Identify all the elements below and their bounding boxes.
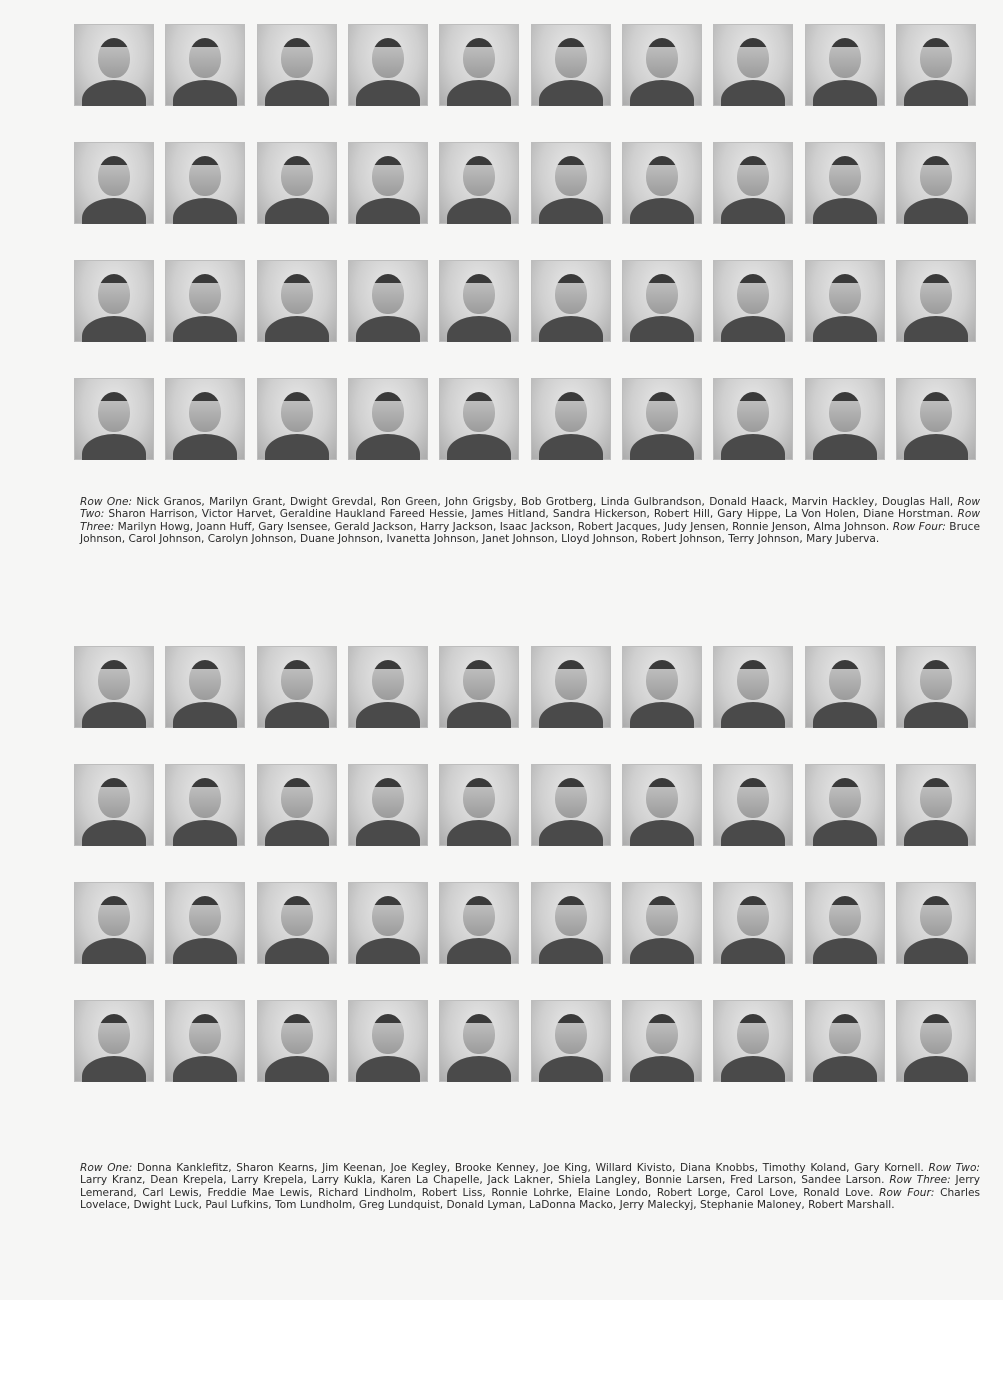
student-photo [165, 646, 245, 728]
portrait-head [920, 660, 952, 700]
portrait-shoulders [265, 198, 329, 224]
portrait-shoulders [721, 434, 785, 460]
student-photo [348, 24, 428, 106]
portrait-head [737, 274, 769, 314]
portrait-shoulders [82, 938, 146, 964]
portrait-shoulders [539, 80, 603, 106]
portrait-head [372, 38, 404, 78]
portrait-head [737, 1014, 769, 1054]
portrait-shoulders [721, 198, 785, 224]
portrait-head [463, 896, 495, 936]
portrait-shoulders [356, 316, 420, 342]
student-photo [805, 24, 885, 106]
portrait-shoulders [82, 702, 146, 728]
portrait-head [98, 660, 130, 700]
student-photo [531, 764, 611, 846]
portrait-head [646, 896, 678, 936]
portrait-shoulders [539, 316, 603, 342]
photo-row [74, 882, 976, 964]
student-photo [165, 764, 245, 846]
portrait-head [98, 274, 130, 314]
portrait-head [646, 156, 678, 196]
student-photo [348, 142, 428, 224]
student-photo [74, 260, 154, 342]
portrait-shoulders [813, 80, 877, 106]
student-photo [257, 764, 337, 846]
student-photo [713, 142, 793, 224]
portrait-head [463, 38, 495, 78]
portrait-shoulders [173, 820, 237, 846]
portrait-shoulders [265, 1056, 329, 1082]
portrait-head [372, 392, 404, 432]
portrait-shoulders [447, 316, 511, 342]
student-photo [439, 142, 519, 224]
portrait-shoulders [173, 80, 237, 106]
student-photo [348, 882, 428, 964]
portrait-shoulders [173, 198, 237, 224]
portrait-shoulders [813, 434, 877, 460]
portrait-head [737, 38, 769, 78]
portrait-shoulders [82, 198, 146, 224]
portrait-shoulders [356, 198, 420, 224]
student-photo [622, 24, 702, 106]
portrait-shoulders [356, 938, 420, 964]
portrait-head [189, 156, 221, 196]
portrait-shoulders [173, 1056, 237, 1082]
caption-names: Jerry Lemerand, Carl Lewis, Freddie Mae Lewis, Richard Lindholm, Robert Liss, Ronnie Lohrke, Elaine Londo, Robert Lorge, Carol Love, Ronald Love. [80, 1174, 980, 1199]
portrait-head [281, 38, 313, 78]
portrait-shoulders [539, 702, 603, 728]
photo-row [74, 260, 976, 342]
portrait-head [189, 778, 221, 818]
student-photo [439, 378, 519, 460]
portrait-head [281, 274, 313, 314]
portrait-shoulders [904, 820, 968, 846]
portrait-shoulders [813, 938, 877, 964]
student-photo [805, 646, 885, 728]
caption-row-label: Row Four: [892, 520, 946, 533]
portrait-head [920, 274, 952, 314]
portrait-head [189, 38, 221, 78]
portrait-head [737, 778, 769, 818]
portrait-head [829, 896, 861, 936]
caption-names: Bruce Johnson, Carol Johnson, Carolyn Johnson, Duane Johnson, Ivanetta Johnson, Janet Johnson, Lloyd Johnson, Robert Johnson, Terry Johnson, Mary Juberva. [80, 520, 980, 546]
student-photo [896, 24, 976, 106]
student-photo [257, 24, 337, 106]
portrait-shoulders [173, 316, 237, 342]
portrait-head [463, 778, 495, 818]
student-photo [439, 260, 519, 342]
student-photo [439, 1000, 519, 1082]
portrait-shoulders [721, 702, 785, 728]
portrait-shoulders [813, 316, 877, 342]
portrait-shoulders [447, 1056, 511, 1082]
student-photo [896, 646, 976, 728]
student-photo [439, 24, 519, 106]
portrait-shoulders [813, 820, 877, 846]
caption-names: Larry Kranz, Dean Krepela, Larry Krepela, Larry Kukla, Karen La Chapelle, Jack Lakner, Shiela Langley, Bonnie Larsen, Fred Larson, Sandee Larson. [80, 1174, 890, 1187]
student-photo [165, 24, 245, 106]
student-photo [531, 646, 611, 728]
portrait-head [829, 1014, 861, 1054]
student-photo [805, 764, 885, 846]
student-photo [622, 1000, 702, 1082]
portrait-head [555, 156, 587, 196]
student-photo [348, 1000, 428, 1082]
student-photo [439, 646, 519, 728]
caption-row-label: Row Three: [80, 508, 980, 533]
portrait-head [281, 660, 313, 700]
student-photo [622, 378, 702, 460]
portrait-shoulders [539, 198, 603, 224]
portrait-head [189, 660, 221, 700]
student-photo [622, 882, 702, 964]
portrait-shoulders [539, 1056, 603, 1082]
portrait-shoulders [904, 938, 968, 964]
portrait-shoulders [356, 702, 420, 728]
portrait-head [829, 778, 861, 818]
portrait-head [372, 274, 404, 314]
portrait-head [829, 274, 861, 314]
portrait-shoulders [82, 1056, 146, 1082]
portrait-shoulders [447, 702, 511, 728]
portrait-shoulders [265, 702, 329, 728]
caption-row-label: Row One: [80, 496, 133, 508]
student-photo [713, 24, 793, 106]
portrait-shoulders [447, 938, 511, 964]
portrait-head [281, 156, 313, 196]
portrait-head [281, 778, 313, 818]
portrait-head [98, 778, 130, 818]
portrait-shoulders [721, 820, 785, 846]
student-photo [622, 764, 702, 846]
portrait-shoulders [539, 434, 603, 460]
student-photo [257, 142, 337, 224]
photo-grid-bottom [74, 646, 976, 1118]
student-photo [805, 1000, 885, 1082]
portrait-shoulders [539, 820, 603, 846]
portrait-head [646, 1014, 678, 1054]
caption-row-label: Row Two: [928, 1162, 980, 1174]
portrait-head [372, 1014, 404, 1054]
portrait-head [829, 392, 861, 432]
portrait-head [737, 660, 769, 700]
student-photo [805, 378, 885, 460]
portrait-shoulders [813, 198, 877, 224]
student-photo [348, 378, 428, 460]
student-photo [896, 260, 976, 342]
portrait-shoulders [904, 1056, 968, 1082]
caption-names: Donna Kanklefitz, Sharon Kearns, Jim Keenan, Joe Kegley, Brooke Kenney, Joe King, Willard Kivisto, Diana Knobbs, Timothy Koland, Gary Kornell. [132, 1162, 929, 1174]
portrait-head [646, 660, 678, 700]
photo-row [74, 764, 976, 846]
portrait-head [281, 896, 313, 936]
student-photo [713, 378, 793, 460]
portrait-head [189, 392, 221, 432]
portrait-shoulders [356, 1056, 420, 1082]
student-photo [713, 882, 793, 964]
portrait-head [555, 38, 587, 78]
portrait-shoulders [904, 198, 968, 224]
portrait-head [829, 660, 861, 700]
student-photo [257, 882, 337, 964]
photo-row [74, 378, 976, 460]
student-photo [257, 378, 337, 460]
portrait-shoulders [356, 434, 420, 460]
portrait-head [98, 38, 130, 78]
portrait-head [737, 392, 769, 432]
portrait-head [555, 1014, 587, 1054]
caption-top [80, 496, 980, 546]
portrait-shoulders [173, 702, 237, 728]
portrait-head [920, 896, 952, 936]
portrait-shoulders [630, 938, 694, 964]
portrait-head [646, 274, 678, 314]
portrait-head [829, 38, 861, 78]
portrait-shoulders [630, 434, 694, 460]
portrait-head [189, 1014, 221, 1054]
student-photo [896, 764, 976, 846]
student-photo [713, 646, 793, 728]
student-photo [622, 260, 702, 342]
portrait-head [829, 156, 861, 196]
portrait-head [98, 392, 130, 432]
portrait-head [98, 896, 130, 936]
portrait-shoulders [447, 198, 511, 224]
caption-names: Nick Granos, Marilyn Grant, Dwight Grevdal, Ron Green, John Grigsby, Bob Grotberg, Linda Gulbrandson, Donald Haack, Marvin Hackley, Douglas Hall, [132, 496, 958, 508]
portrait-head [646, 38, 678, 78]
portrait-head [555, 778, 587, 818]
portrait-head [463, 1014, 495, 1054]
student-photo [622, 142, 702, 224]
portrait-shoulders [630, 316, 694, 342]
portrait-shoulders [82, 434, 146, 460]
student-photo [165, 882, 245, 964]
portrait-shoulders [721, 1056, 785, 1082]
portrait-shoulders [721, 938, 785, 964]
portrait-shoulders [265, 80, 329, 106]
student-photo [74, 882, 154, 964]
portrait-shoulders [265, 316, 329, 342]
portrait-shoulders [173, 434, 237, 460]
portrait-shoulders [630, 702, 694, 728]
portrait-shoulders [813, 1056, 877, 1082]
caption-names: Sharon Harrison, Victor Harvet, Geraldine Haukland Fareed Hessie, James Hitland, Sandra Hickerson, Robert Hill, Gary Hippe, La Von Holen, Diane Horstman. [104, 508, 958, 521]
student-photo [257, 646, 337, 728]
student-photo [896, 378, 976, 460]
student-photo [622, 646, 702, 728]
caption-row-label: Row One: [80, 1162, 133, 1174]
student-photo [74, 378, 154, 460]
portrait-shoulders [539, 938, 603, 964]
portrait-head [372, 896, 404, 936]
photo-row [74, 24, 976, 106]
portrait-head [920, 1014, 952, 1054]
student-photo [257, 1000, 337, 1082]
student-photo [531, 260, 611, 342]
student-photo [165, 378, 245, 460]
student-photo [713, 1000, 793, 1082]
portrait-head [372, 156, 404, 196]
portrait-shoulders [721, 316, 785, 342]
student-photo [713, 260, 793, 342]
portrait-head [372, 778, 404, 818]
portrait-head [463, 392, 495, 432]
portrait-head [98, 1014, 130, 1054]
photo-row [74, 646, 976, 728]
caption-names: Marilyn Howg, Joann Huff, Gary Isensee, Gerald Jackson, Harry Jackson, Isaac Jackson, Robert Jacques, Judy Jensen, Ronnie Jenson, Alma Johnson. [114, 520, 893, 533]
portrait-shoulders [173, 938, 237, 964]
student-photo [713, 764, 793, 846]
portrait-shoulders [265, 938, 329, 964]
portrait-head [189, 274, 221, 314]
portrait-shoulders [265, 434, 329, 460]
portrait-shoulders [630, 1056, 694, 1082]
portrait-head [920, 156, 952, 196]
student-photo [165, 1000, 245, 1082]
student-photo [165, 142, 245, 224]
student-photo [531, 378, 611, 460]
portrait-shoulders [82, 316, 146, 342]
portrait-shoulders [904, 702, 968, 728]
portrait-head [555, 896, 587, 936]
student-photo [257, 260, 337, 342]
student-photo [531, 142, 611, 224]
portrait-head [737, 896, 769, 936]
portrait-head [98, 156, 130, 196]
portrait-shoulders [82, 80, 146, 106]
portrait-head [646, 392, 678, 432]
caption-row-label: Row Three: [889, 1174, 951, 1187]
student-photo [531, 882, 611, 964]
portrait-head [920, 778, 952, 818]
portrait-shoulders [447, 80, 511, 106]
portrait-shoulders [904, 434, 968, 460]
caption-names: Charles Lovelace, Dwight Luck, Paul Lufkins, Tom Lundholm, Greg Lundquist, Donald Lyman, LaDonna Macko, Jerry Maleckyj, Stephanie Maloney, Robert Marshall. [80, 1186, 981, 1212]
portrait-shoulders [630, 198, 694, 224]
student-photo [348, 764, 428, 846]
portrait-head [463, 660, 495, 700]
portrait-head [646, 778, 678, 818]
portrait-shoulders [630, 820, 694, 846]
photo-grid-top [74, 24, 976, 496]
student-photo [348, 260, 428, 342]
photo-row [74, 142, 976, 224]
student-photo [74, 646, 154, 728]
portrait-head [555, 274, 587, 314]
portrait-head [372, 660, 404, 700]
student-photo [74, 142, 154, 224]
portrait-head [463, 274, 495, 314]
student-photo [531, 1000, 611, 1082]
portrait-head [281, 392, 313, 432]
portrait-shoulders [721, 80, 785, 106]
caption-row-label: Row Four: [879, 1186, 935, 1199]
photo-row [74, 1000, 976, 1082]
student-photo [74, 764, 154, 846]
portrait-head [281, 1014, 313, 1054]
student-photo [531, 24, 611, 106]
student-photo [805, 142, 885, 224]
portrait-shoulders [447, 820, 511, 846]
student-photo [896, 142, 976, 224]
portrait-shoulders [630, 80, 694, 106]
student-photo [439, 882, 519, 964]
student-photo [805, 882, 885, 964]
caption-row-label: Row Two: [80, 496, 980, 521]
portrait-head [555, 660, 587, 700]
portrait-head [189, 896, 221, 936]
portrait-shoulders [904, 316, 968, 342]
portrait-head [737, 156, 769, 196]
portrait-shoulders [356, 80, 420, 106]
portrait-shoulders [265, 820, 329, 846]
portrait-head [920, 38, 952, 78]
portrait-shoulders [356, 820, 420, 846]
student-photo [896, 882, 976, 964]
student-photo [439, 764, 519, 846]
portrait-head [920, 392, 952, 432]
portrait-shoulders [82, 820, 146, 846]
caption-bottom [80, 1162, 980, 1212]
portrait-head [555, 392, 587, 432]
student-photo [74, 1000, 154, 1082]
student-photo [165, 260, 245, 342]
student-photo [805, 260, 885, 342]
portrait-shoulders [813, 702, 877, 728]
student-photo [74, 24, 154, 106]
portrait-head [463, 156, 495, 196]
portrait-shoulders [447, 434, 511, 460]
student-photo [896, 1000, 976, 1082]
student-photo [348, 646, 428, 728]
portrait-shoulders [904, 80, 968, 106]
